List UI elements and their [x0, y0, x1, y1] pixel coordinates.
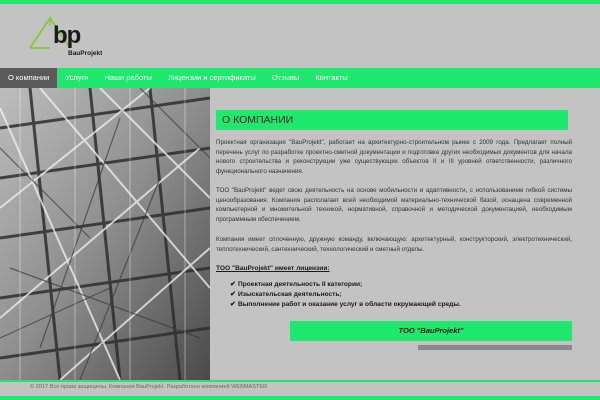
about-paragraph-2: ТОО "BauProjekt" ведет свою деятельность на основе мобильности и адаптивности, с использованием гибкой системы ценообразования. Компания располагает всей необходимой материально-технической базой, оснащена современной компьютерной и множительной техникой, нормативной, справочной и методической документацией, необходимым программным обеспечением.: [216, 187, 572, 223]
logo-mark: bp: [53, 22, 81, 49]
about-paragraph-1: Проектная организация "BauProjekt", работает на архитектурно-строительном рынке с 2009 года. Предлагает полный перечень услуг по разработке проектно-сметной документации и подготовке других необходимых документов для начала нового строительства и реконструкции уже существующих объектов II и III уровней ответственности, различного функционального назначения.: [216, 139, 572, 175]
nav-item-works[interactable]: Наши работы: [104, 73, 152, 82]
list-item: ✔ Проектная деятельность II категории;: [230, 281, 363, 288]
license-list: [230, 280, 461, 309]
footer-divider: [0, 380, 600, 382]
company-banner: ТОО "BauProjekt": [290, 321, 572, 341]
bottom-accent-bar: [0, 396, 600, 400]
hero-steel-structure-image: [0, 88, 210, 380]
nav-item-services[interactable]: Услуги: [65, 73, 89, 82]
license-heading: ТОО "BauProjekt" имеет лицензии:: [216, 265, 330, 272]
logo[interactable]: [28, 16, 118, 62]
check-icon: ✔: [230, 281, 236, 288]
check-icon: ✔: [230, 300, 236, 308]
logo-name: BauProjekt: [68, 50, 103, 57]
footer-copyright: © 2017 Все права защищены, Компания BauProjekt. Разработано компанией WEBMASTER: [30, 384, 268, 390]
nav-item-about[interactable]: О компании: [0, 68, 57, 88]
list-item: ✔ Выполнение работ и оказание услуг в области окружающей среды.: [230, 300, 461, 308]
list-item: ✔ Изыскательская деятельность;: [230, 290, 342, 298]
nav-item-contacts[interactable]: Контакты: [315, 73, 348, 82]
nav-item-reviews[interactable]: Отзывы: [271, 73, 300, 82]
page-title: О КОМПАНИИ: [216, 110, 568, 130]
steel-frame-illustration: [0, 88, 210, 380]
check-icon: ✔: [230, 290, 236, 298]
nav-item-licenses[interactable]: Лицензии и сертификаты: [167, 73, 256, 82]
main-nav: [0, 68, 600, 88]
header: [0, 4, 600, 68]
about-paragraph-3: Компания имеет сплоченную, дружную команду, включающую: архитектурный, конструкторский, электротехнический, теплотехнический, сантехнический, технологический и сметный отделы.: [216, 236, 572, 253]
banner-shadow: [418, 345, 572, 350]
